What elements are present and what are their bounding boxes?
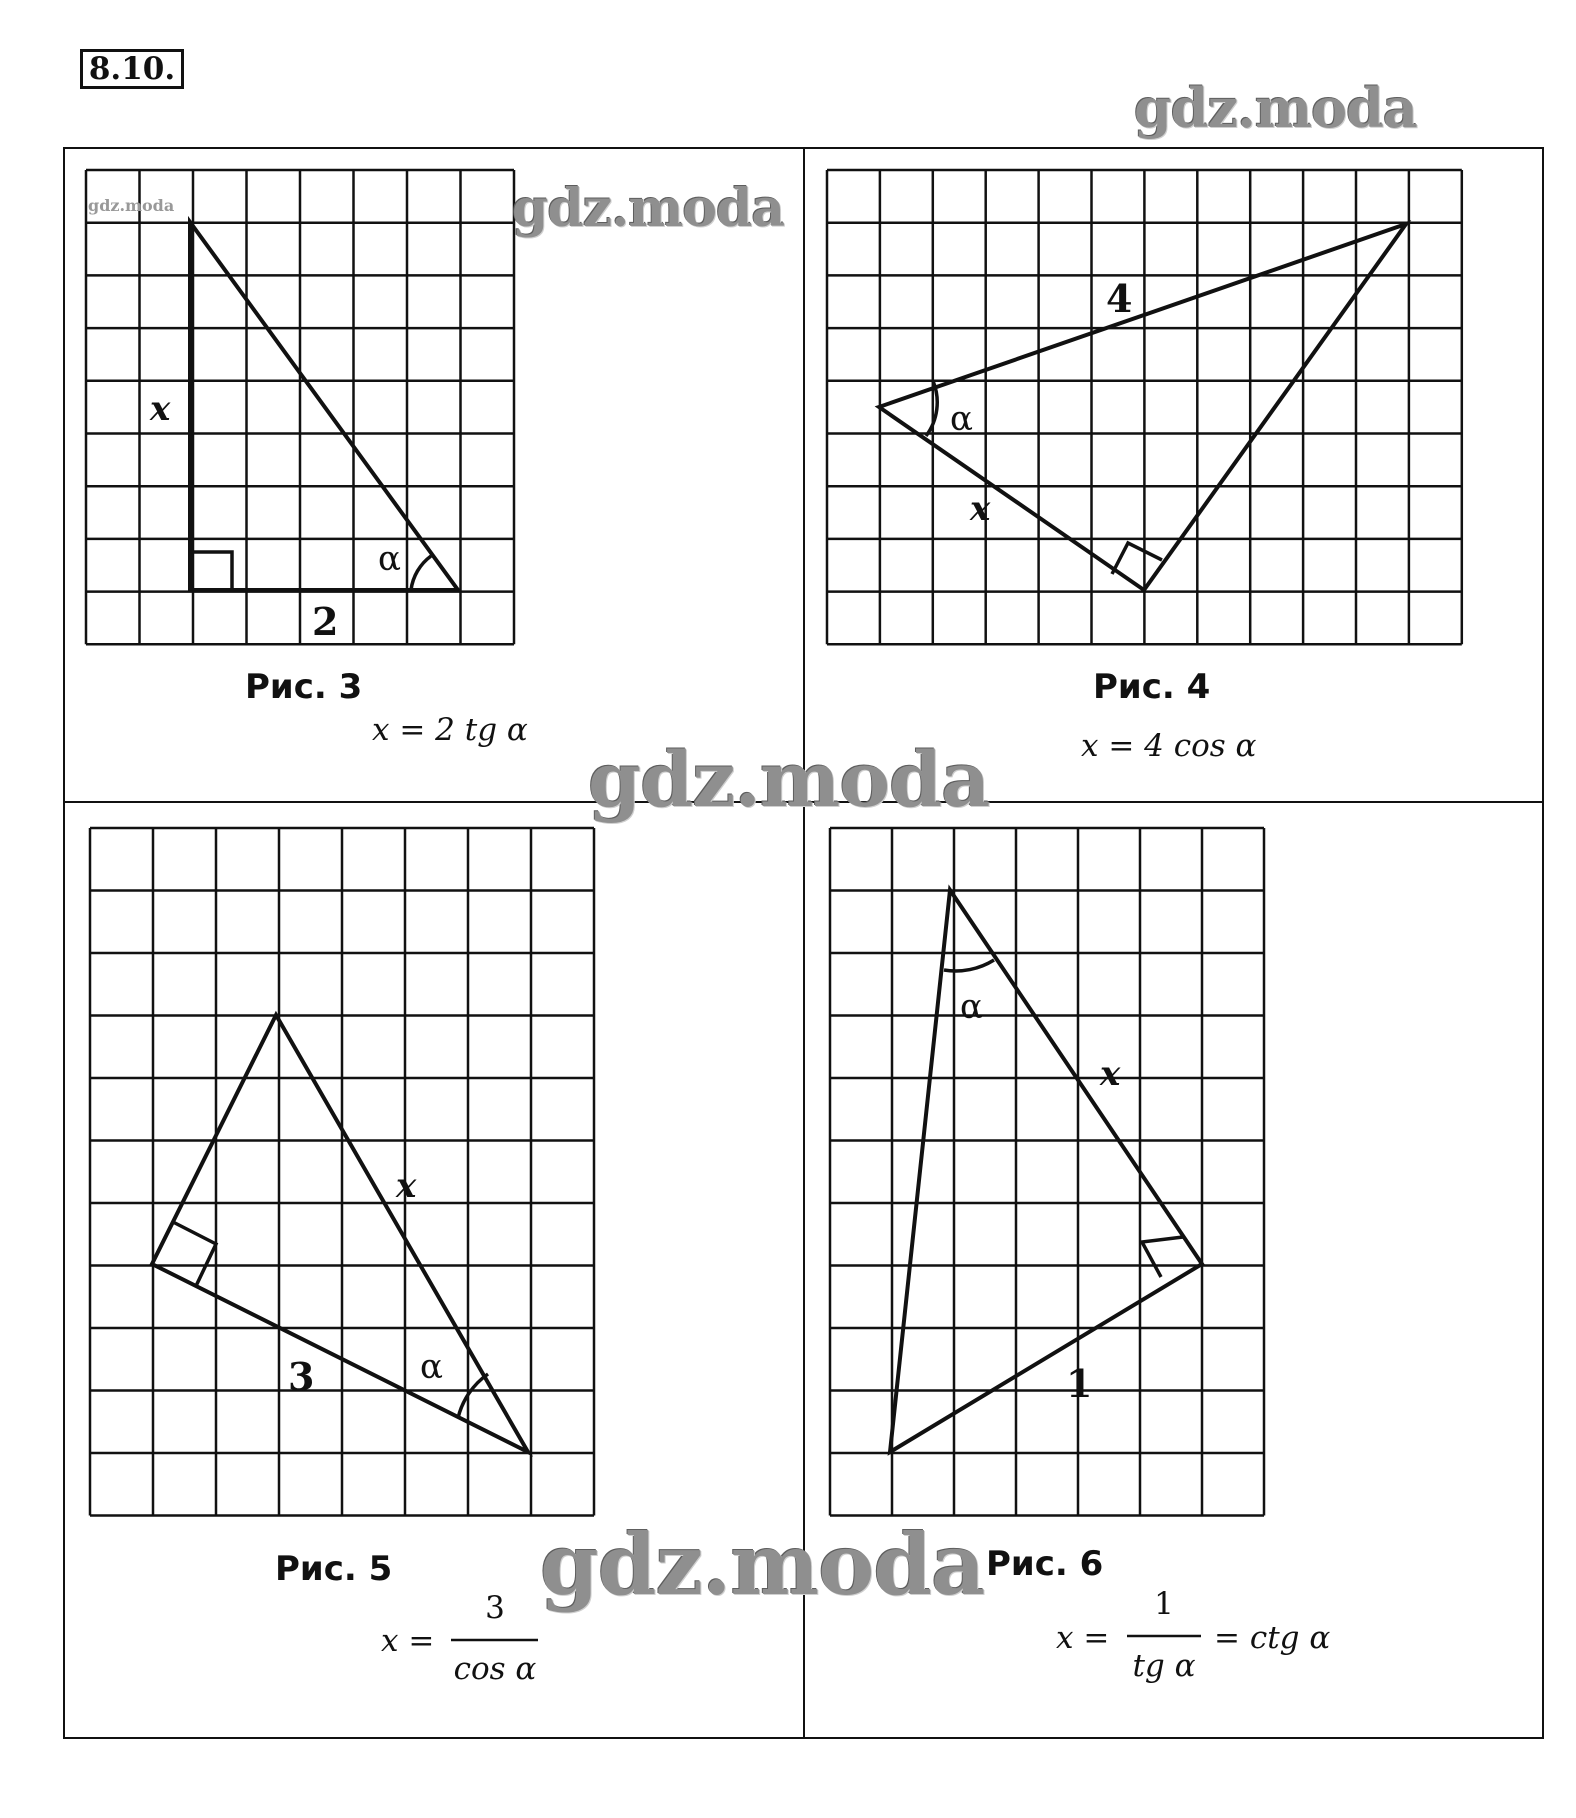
answer-rhs: = ctg α bbox=[1214, 1620, 1331, 1656]
caption-fig-3: Рис. 3 bbox=[245, 667, 363, 707]
answer-fig-6 bbox=[1056, 1586, 1330, 1684]
caption-fig-5: Рис. 5 bbox=[275, 1549, 393, 1589]
caption-fig-4: Рис. 4 bbox=[1093, 667, 1211, 707]
label-x: x bbox=[396, 1166, 417, 1206]
label-x: x bbox=[150, 389, 171, 429]
triangle-5 bbox=[152, 1015, 528, 1452]
label-alpha: α bbox=[960, 987, 983, 1027]
problem-number: 8.10. bbox=[80, 49, 184, 89]
figure-5 bbox=[90, 828, 594, 1687]
answer-numerator: 3 bbox=[485, 1590, 505, 1626]
figure-4 bbox=[827, 170, 1462, 764]
answer-denominator: tg α bbox=[1132, 1648, 1196, 1684]
triangle-6 bbox=[890, 890, 1202, 1452]
label-1: 1 bbox=[1066, 1361, 1093, 1406]
label-alpha: α bbox=[950, 399, 973, 439]
answer-numerator: 1 bbox=[1154, 1586, 1174, 1622]
label-x: x bbox=[970, 489, 991, 529]
answer-fig-4: x = 4 cos α bbox=[1081, 728, 1257, 764]
grid-4 bbox=[827, 170, 1462, 644]
caption-fig-6: Рис. 6 bbox=[986, 1544, 1104, 1584]
grid-5 bbox=[90, 828, 594, 1516]
answer-fig-3: x = 2 tg α bbox=[372, 712, 528, 748]
answer-lhs: x = bbox=[1056, 1620, 1110, 1656]
watermark-fig3-corner: gdz.moda bbox=[88, 196, 175, 215]
label-alpha: α bbox=[420, 1347, 443, 1387]
watermark-middle: gdz.moda bbox=[588, 735, 990, 824]
label-2: 2 bbox=[312, 599, 339, 644]
table-frame bbox=[64, 148, 1543, 1738]
label-x: x bbox=[1100, 1054, 1121, 1094]
answer-denominator: cos α bbox=[453, 1651, 537, 1687]
label-4: 4 bbox=[1106, 276, 1133, 321]
watermark-bottom: gdz.moda bbox=[540, 1515, 985, 1614]
label-alpha: α bbox=[378, 539, 401, 579]
figure-3 bbox=[86, 170, 528, 748]
triangle-3 bbox=[190, 222, 458, 590]
answer-fig-5 bbox=[381, 1590, 538, 1687]
watermark-top-center: gdz.moda bbox=[512, 178, 785, 239]
watermark-top-right: gdz.moda bbox=[1134, 76, 1417, 140]
label-3: 3 bbox=[288, 1354, 315, 1399]
answer-lhs: x = bbox=[381, 1623, 435, 1659]
